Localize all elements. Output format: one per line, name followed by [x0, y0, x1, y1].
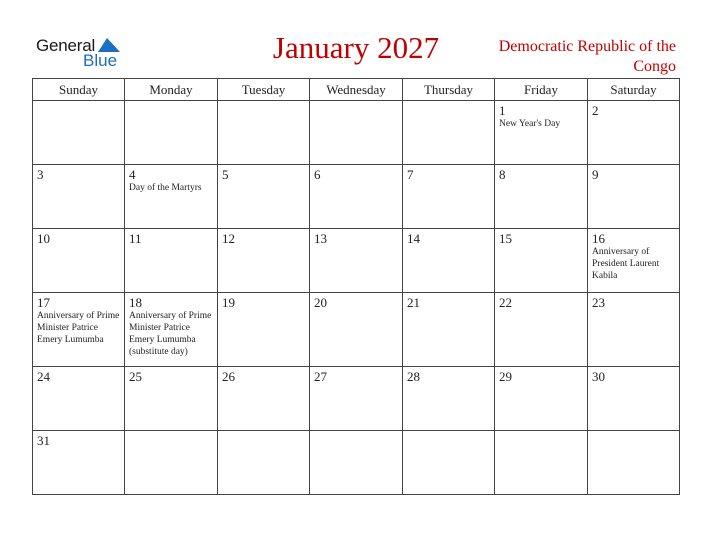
- day-cell: [33, 367, 125, 431]
- day-cell: [588, 165, 680, 229]
- day-cell: [310, 367, 403, 431]
- day-cell: [588, 101, 680, 165]
- day-cell: [125, 229, 218, 293]
- day-cell: [588, 293, 680, 367]
- day-cell: [588, 229, 680, 293]
- day-cell: [33, 229, 125, 293]
- weekday-header: Tuesday: [218, 79, 310, 101]
- day-number: 6: [314, 167, 321, 182]
- holiday-label: Anniversary of President Laurent Kabila: [592, 247, 660, 281]
- day-number: 29: [499, 369, 512, 384]
- day-cell: [310, 431, 403, 495]
- weekday-header: Saturday: [588, 79, 680, 101]
- day-cell: [495, 293, 588, 367]
- day-cell: [310, 229, 403, 293]
- day-cell: [403, 229, 495, 293]
- day-cell: [218, 293, 310, 367]
- day-cell: [495, 229, 588, 293]
- day-cell: [33, 293, 125, 367]
- day-number: 9: [592, 167, 599, 182]
- day-cell: [403, 293, 495, 367]
- day-number: 8: [499, 167, 506, 182]
- day-number: 21: [407, 295, 420, 310]
- day-cell: [218, 101, 310, 165]
- week-row: [33, 293, 680, 367]
- holiday-label: Day of the Martyrs: [129, 183, 202, 193]
- day-cell: [33, 431, 125, 495]
- day-cell: [125, 431, 218, 495]
- week-row: [33, 165, 680, 229]
- day-cell: [403, 165, 495, 229]
- day-number: 24: [37, 369, 50, 384]
- week-row: [33, 367, 680, 431]
- day-cell: [403, 367, 495, 431]
- day-number: 31: [37, 433, 50, 448]
- day-number: 20: [314, 295, 327, 310]
- calendar-grid: [32, 78, 680, 495]
- day-number: 25: [129, 369, 142, 384]
- day-cell: [218, 367, 310, 431]
- page-title: January 2027: [272, 30, 440, 65]
- day-number: 23: [592, 295, 605, 310]
- country-name: Democratic Republic of the Congo: [498, 38, 676, 75]
- day-number: 18: [129, 295, 142, 310]
- day-cell: [33, 165, 125, 229]
- day-number: 3: [37, 167, 44, 182]
- weekday-header-row: [33, 79, 680, 101]
- day-cell: [588, 431, 680, 495]
- day-cell: [588, 367, 680, 431]
- brand-general-text: General: [36, 36, 96, 55]
- day-cell: [495, 431, 588, 495]
- day-cell: [125, 367, 218, 431]
- holiday-label: Anniversary of Prime Minister Patrice Emery Lumumba (substitute day): [129, 311, 212, 357]
- day-number: 13: [314, 231, 327, 246]
- day-number: 11: [129, 231, 142, 246]
- day-number: 26: [222, 369, 235, 384]
- day-number: 22: [499, 295, 512, 310]
- day-number: 27: [314, 369, 327, 384]
- day-cell: [403, 101, 495, 165]
- day-number: 4: [129, 167, 136, 182]
- weekday-header: Wednesday: [310, 79, 403, 101]
- day-number: 14: [407, 231, 420, 246]
- holiday-label: Anniversary of Prime Minister Patrice Emery Lumumba: [37, 311, 120, 345]
- week-row: [33, 101, 680, 165]
- day-cell: [310, 101, 403, 165]
- day-cell: [125, 101, 218, 165]
- day-cell: [495, 165, 588, 229]
- day-number: 15: [499, 231, 512, 246]
- day-number: 1: [499, 103, 506, 118]
- weekday-header: Thursday: [403, 79, 495, 101]
- day-cell: [403, 431, 495, 495]
- day-cell: [218, 431, 310, 495]
- day-number: 2: [592, 103, 599, 118]
- day-cell: [495, 367, 588, 431]
- day-number: 5: [222, 167, 229, 182]
- weekday-header: Sunday: [33, 79, 125, 101]
- day-cell: [310, 293, 403, 367]
- weekday-header: Friday: [495, 79, 588, 101]
- day-cell: [495, 101, 588, 165]
- day-number: 17: [37, 295, 50, 310]
- day-number: 10: [37, 231, 50, 246]
- day-cell: [125, 293, 218, 367]
- day-number: 16: [592, 231, 605, 246]
- day-number: 19: [222, 295, 235, 310]
- day-cell: [310, 165, 403, 229]
- brand-blue-text: Blue: [83, 51, 118, 70]
- day-number: 12: [222, 231, 235, 246]
- week-row: [33, 229, 680, 293]
- day-cell: [218, 229, 310, 293]
- day-cell: [125, 165, 218, 229]
- weekday-header: Monday: [125, 79, 218, 101]
- day-number: 30: [592, 369, 605, 384]
- day-number: 7: [407, 167, 414, 182]
- holiday-label: New Year's Day: [499, 119, 561, 129]
- day-cell: [218, 165, 310, 229]
- day-number: 28: [407, 369, 420, 384]
- week-row: [33, 431, 680, 495]
- day-cell: [33, 101, 125, 165]
